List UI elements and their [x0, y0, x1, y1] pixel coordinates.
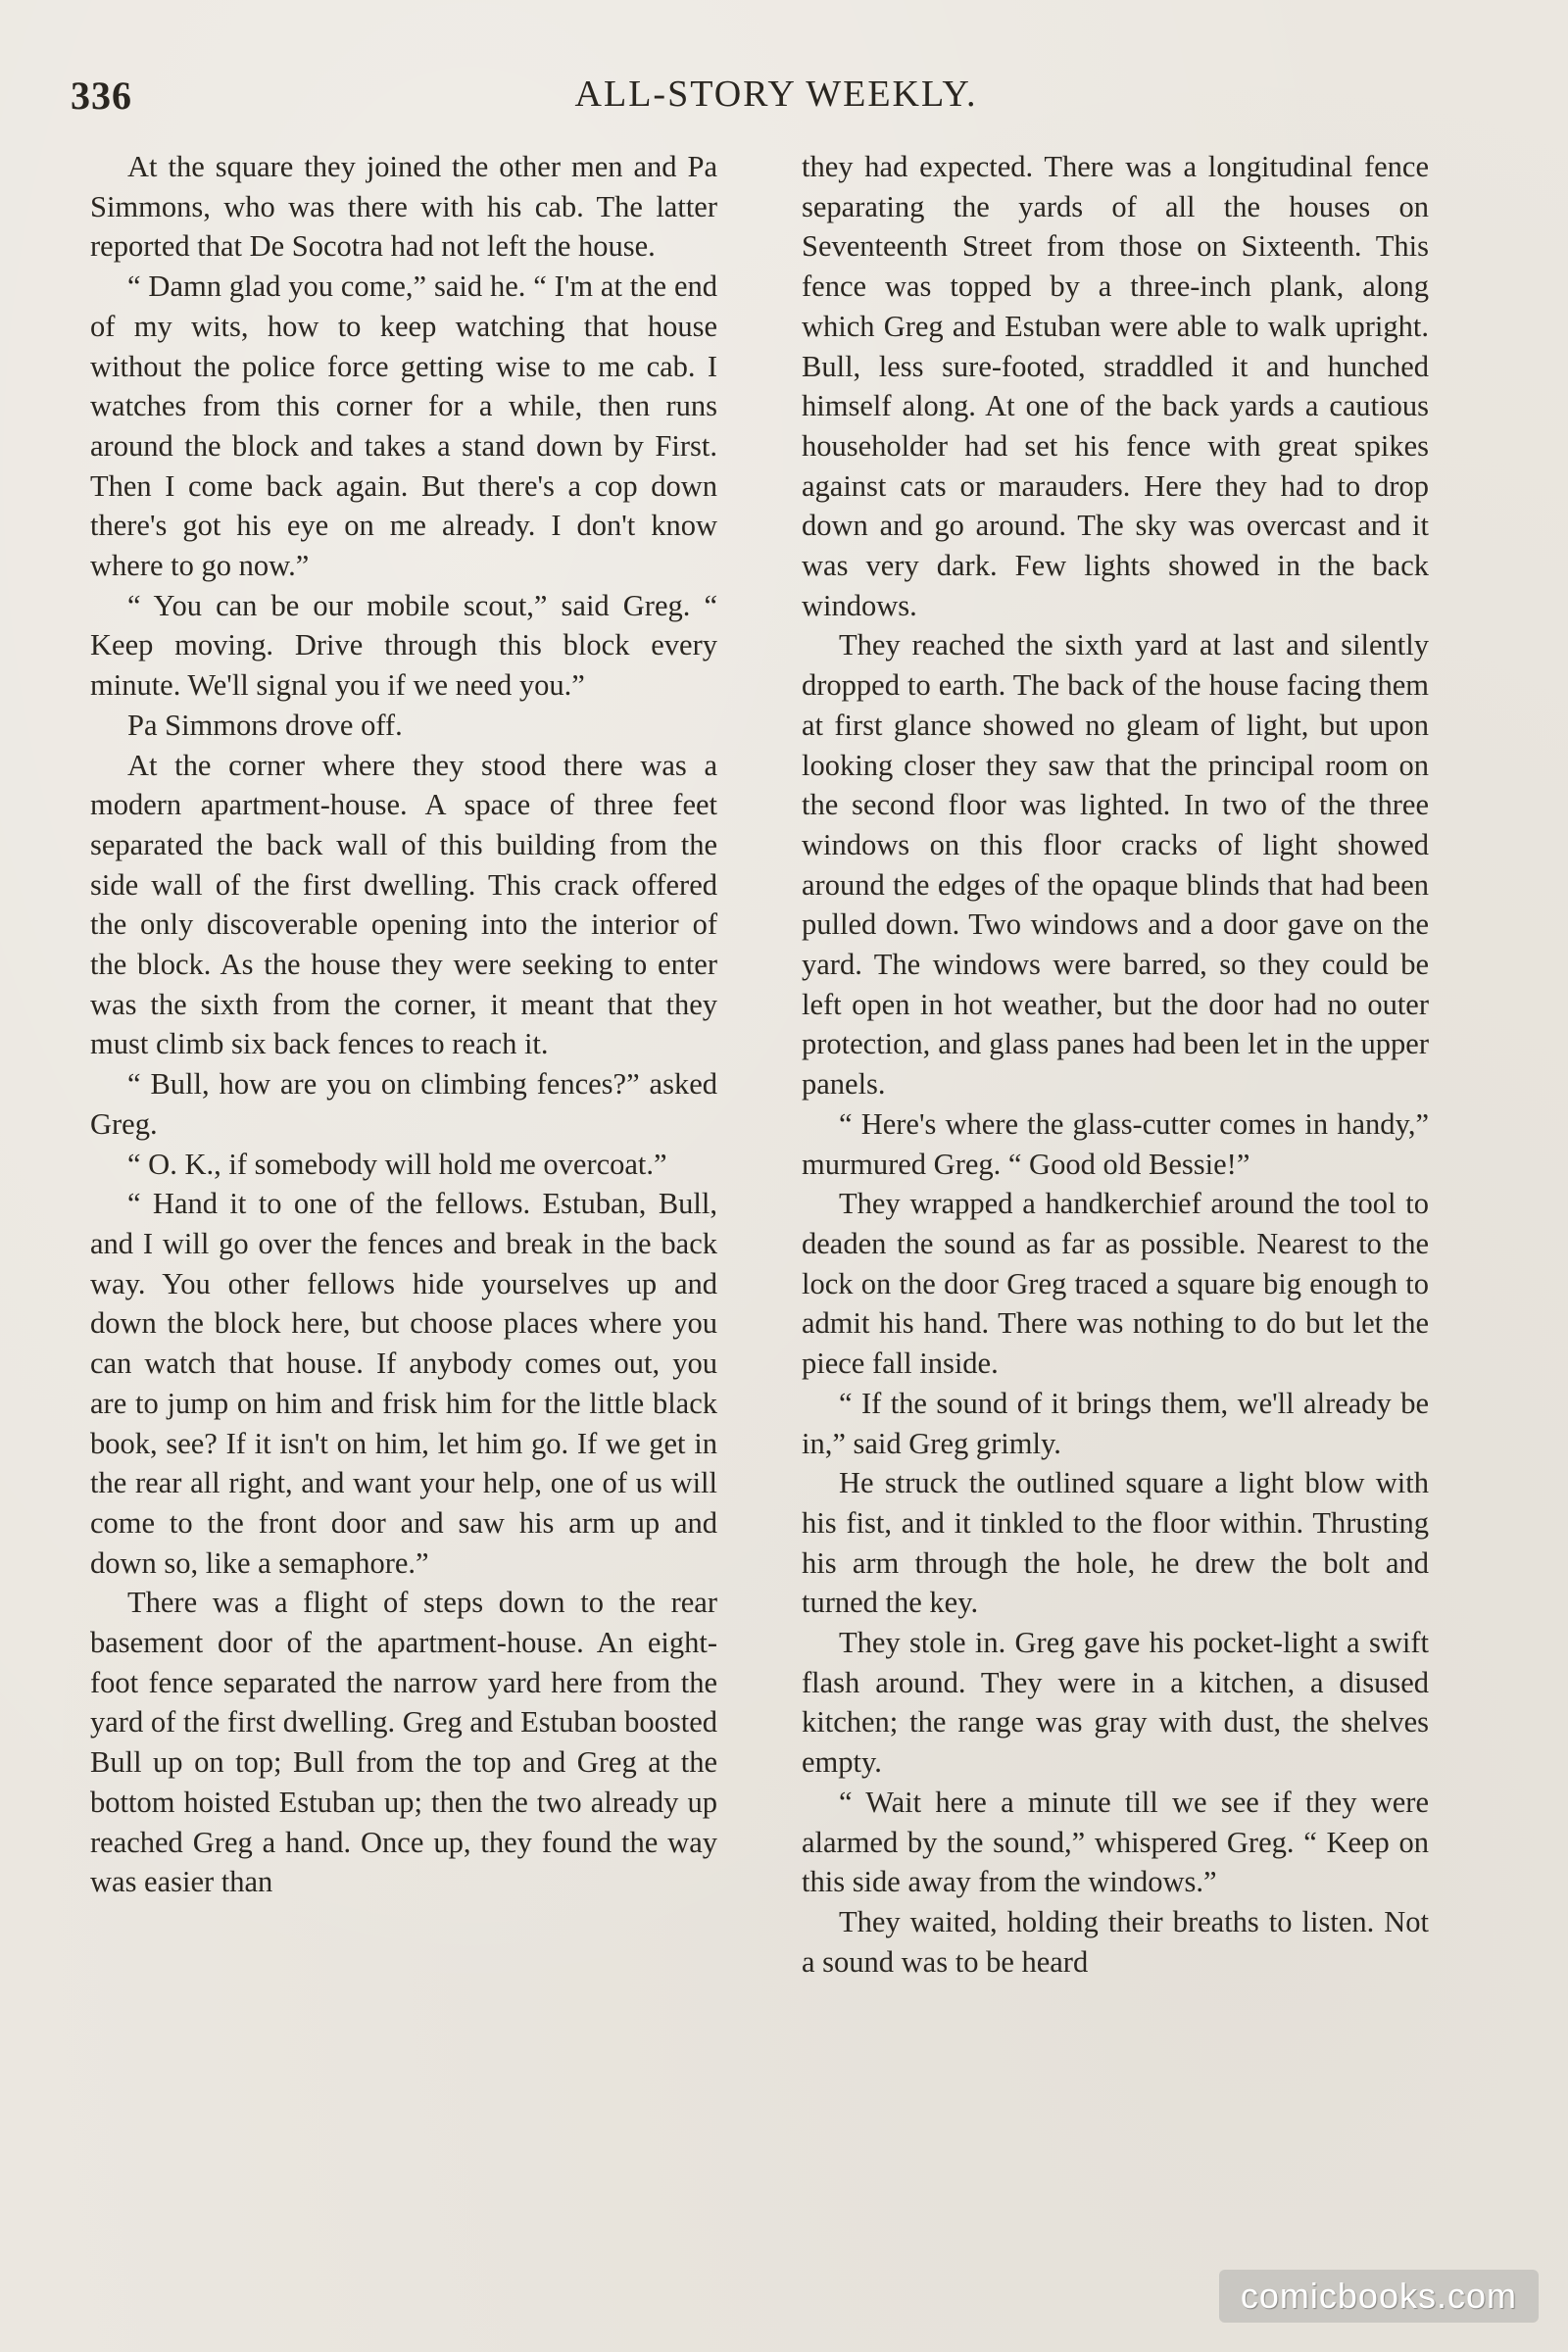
- page-number: 336: [71, 74, 132, 118]
- paragraph: “ Here's where the glass-cutter comes in handy,” murmured Greg. “ Good old Bessie!”: [802, 1106, 1429, 1181]
- paragraph: They wrapped a handkerchief around the tool to deaden the sound as far as possible. Nearest to the lock on the door Greg traced a square big enough to admit his hand. There was nothing to do but let the piece fall inside.: [802, 1187, 1429, 1381]
- site-watermark: comicbooks.com: [1219, 2270, 1539, 2323]
- paragraph: “ O. K., if somebody will hold me overcoat.”: [127, 1147, 667, 1181]
- paragraph: “ If the sound of it brings them, we'll already be in,” said Greg grimly.: [802, 1386, 1429, 1460]
- paragraph: “ Damn glad you come,” said he. “ I'm at the end of my wits, how to keep watching that house without the police force getting wise to me cab. I watches from this corner for a while, then runs around the block and takes a stand down by First. Then I come back again. But there's a cop down there's got his eye on me already. I don't know where to go now.”: [90, 270, 717, 583]
- paragraph: They reached the sixth yard at last and silently dropped to earth. The back of the house facing them at first glance showed no gleam of light, but upon looking closer they saw that the principal room on the second floor was lighted. In two of the three windows on this floor cracks of light showed around the edges of the opaque blinds that had been pulled down. Two windows and a door gave on the yard. The windows were barred, so they could be left open in hot weather, but the door had no outer protection, and glass panes had been let in the upper panels.: [802, 628, 1429, 1102]
- paragraph: Pa Simmons drove off.: [127, 708, 403, 742]
- paragraph: They waited, holding their breaths to listen. Not a sound was to be heard: [802, 1904, 1429, 1979]
- paragraph: There was a flight of steps down to the rear basement door of the apartment-house. An eight-foot fence separated the narrow yard here from the yard of the first dwelling. Greg and Estuban boosted Bull up on top; Bull from the top and Greg at the bottom hoisted Estuban up; then the two already up reached Greg a hand. Once up, they found the way was easier than: [90, 1586, 717, 1899]
- right-column: [802, 147, 1429, 1982]
- paragraph: “ Bull, how are you on climbing fences?” asked Greg.: [90, 1067, 717, 1141]
- page-header: [71, 73, 1482, 122]
- running-title: ALL-STORY WEEKLY.: [574, 74, 978, 115]
- paragraph-continuation: they had expected. There was a longitudinal fence separating the yards of all the houses on Seventeenth Street from those on Sixteenth. This fence was topped by a three-inch plank, along which Greg and Estuban were able to walk upright. Bull, less sure-footed, straddled it and hunched himself along. At one of the back yards a cautious householder had set his fence with great spikes against cats or marauders. Here they had to drop down and go around. The sky was overcast and it was very dark. Few lights showed in the back windows.: [802, 150, 1429, 622]
- left-column: [90, 147, 717, 1902]
- paragraph: “ Hand it to one of the fellows. Estuban, Bull, and I will go over the fences and break in the back way. You other fellows hide yourselves up and down the block here, but choose places where you can watch that house. If anybody comes out, you are to jump on him and frisk him for the little black book, see? If it isn't on him, let him go. If we get in the rear all right, and want your help, one of us will come to the front door and saw his arm up and down so, like a semaphore.”: [90, 1187, 717, 1580]
- paragraph: He struck the outlined square a light blow with his fist, and it tinkled to the floor within. Thrusting his arm through the hole, he drew the bolt and turned the key.: [802, 1466, 1429, 1620]
- paragraph: They stole in. Greg gave his pocket-light a swift flash around. They were in a kitchen, a disused kitchen; the range was gray with dust, the shelves empty.: [802, 1626, 1429, 1780]
- paragraph: “ You can be our mobile scout,” said Greg. “ Keep moving. Drive through this block every minute. We'll signal you if we need you.”: [90, 588, 717, 703]
- paragraph: At the square they joined the other men and Pa Simmons, who was there with his cab. The latter reported that De Socotra had not left the house.: [90, 150, 717, 264]
- paragraph: “ Wait here a minute till we see if they were alarmed by the sound,” whispered Greg. “ Keep on this side away from the windows.”: [802, 1785, 1429, 1899]
- paragraph: At the corner where they stood there was a modern apartment-house. A space of three feet separated the back wall of this building from the side wall of the first dwelling. This crack offered the only discoverable opening into the interior of the block. As the house they were seeking to enter was the sixth from the corner, it meant that they must climb six back fences to reach it.: [90, 748, 717, 1061]
